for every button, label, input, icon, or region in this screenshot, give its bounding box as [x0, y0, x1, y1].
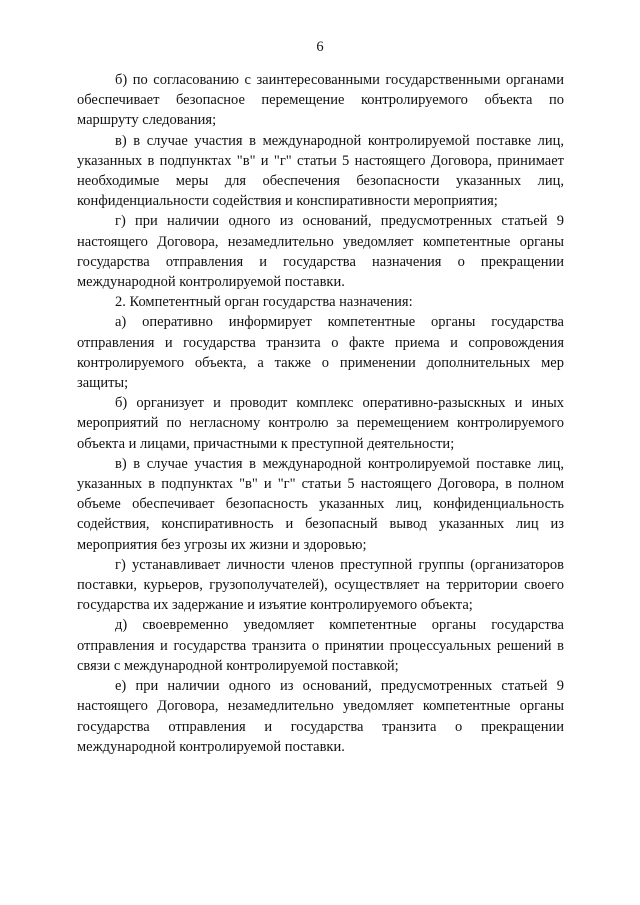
paragraph-b-route-security: б) по согласованию с заинтересованными государственными органами обеспечивает безопасное перемещение контролируемого объекта по маршруту следования;	[77, 72, 564, 129]
paragraph-v-full-security: в) в случае участия в международной контролируемой поставке лиц, указанных в подпунктах "в" и "г" статьи 5 настоящего Договора, в полном объеме обеспечивает безопасность указанных лиц, конфиденциальность содействия, конспиративность и безопасный вывод указанных лиц из мероприятия без угрозы их жизни и здоровью;	[77, 455, 564, 553]
page-number: 6	[316, 39, 324, 55]
document-body	[77, 70, 564, 757]
paragraph-e-termination-notice: е) при наличии одного из оснований, предусмотренных статьей 9 настоящего Договора, незамедлительно уведомляет компетентные органы государства отправления и государства транзита о прекращении международной контролируемой поставки.	[77, 678, 564, 755]
paragraph-g-termination-notice: г) при наличии одного из оснований, предусмотренных статьей 9 настоящего Договора, незамедлительно уведомляет компетентные органы государства отправления и государства назначения о прекращении международной контролируемой поставки.	[77, 213, 564, 291]
paragraph-d-procedural-notice: д) своевременно уведомляет компетентные органы государства отправления и государства транзита о принятии процессуальных решений в связи с международной контролируемой поставкой;	[77, 617, 564, 674]
paragraph-a-inform: а) оперативно информирует компетентные органы государства отправления и государства транзита о факте приема и сопровождения контролируемого объекта, а также о применении дополнительных мер защиты;	[77, 314, 564, 392]
paragraph-b-operations: б) организует и проводит комплекс оперативно-разыскных и иных мероприятий по негласному контролю за перемещением контролируемого объекта и лицами, причастными к преступной деятельности;	[77, 395, 564, 452]
paragraph-g-identify-detain: г) устанавливает личности членов преступной группы (организаторов поставки, курьеров, грузополучателей), осуществляет на территории своего государства их задержание и изъятие контролируемого объекта;	[77, 556, 564, 614]
paragraph-section-2-heading: 2. Компетентный орган государства назначения:	[115, 294, 413, 311]
paragraph-v-participant-safety: в) в случае участия в международной контролируемой поставке лиц, указанных в подпунктах "в" и "г" статьи 5 настоящего Договора, принимает необходимые меры для обеспечения безопасности указанных лиц, конфиденциальности содействия и конспиративности мероприятия;	[77, 132, 564, 210]
